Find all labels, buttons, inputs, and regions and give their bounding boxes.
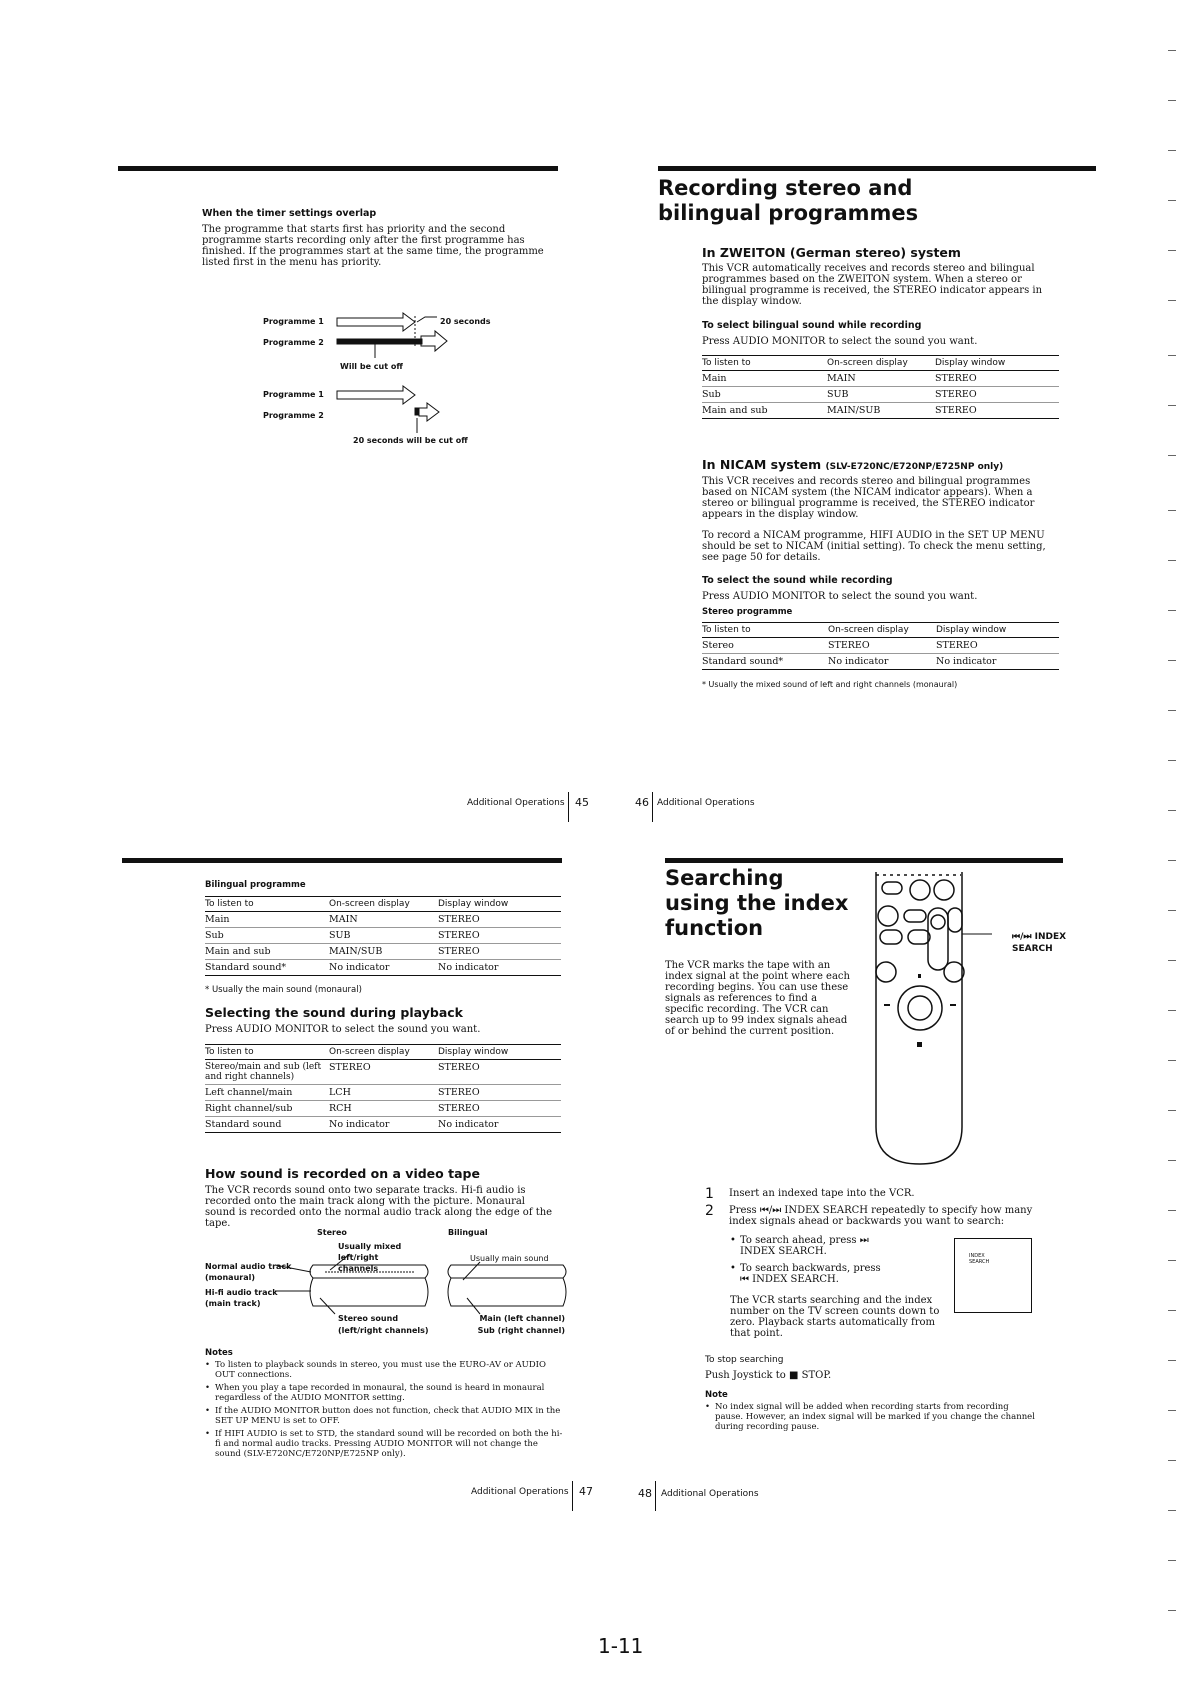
list-item: • To search ahead, press ⏭ INDEX SEARCH. [730,1235,930,1257]
column-header: Display window [438,897,561,912]
how-sound-text: The VCR records sound onto two separate tracks. Hi-fi audio is recorded onto the main track along with the picture. Monaural sound is recorded onto the normal audio track along the edge of the tape. [205,1185,553,1229]
select-bilingual-heading: To select bilingual sound while recording [702,320,922,331]
table-row [205,1117,561,1133]
step-number: 2 [705,1203,714,1219]
playback-heading: Selecting the sound during playback [205,1005,463,1020]
nicam-models: (SLV-E720NC/E720NP/E725NP only) [825,462,1004,472]
footer-divider-47 [572,1481,573,1511]
tape-label-stereo: Stereo [317,1228,347,1237]
list-item: • To search backwards, press ⏮ INDEX SEARCH. [730,1263,930,1285]
step-1 [705,1186,1065,1202]
search-direction-list [730,1235,930,1285]
table-row [702,403,1059,419]
stop-searching-text: Push Joystick to ■ STOP. [705,1370,832,1381]
column-header: On-screen display [828,623,936,638]
edge-mark [1168,200,1176,201]
edge-mark [1168,660,1176,661]
column-header: To listen to [205,897,329,912]
zweiton-heading: In ZWEITON (German stereo) system [702,245,961,260]
bilingual-footnote: * Usually the main sound (monaural) [205,985,362,995]
notes-heading: Notes [205,1348,233,1358]
tape-label-hifi-track: Hi-fi audio track (main track) [205,1288,278,1308]
note-heading: Note [705,1390,728,1400]
edge-mark [1168,1560,1176,1561]
footer-label-45: Additional Operations [467,798,565,808]
edge-mark [1168,1510,1176,1511]
table-cell: STEREO [935,403,1059,419]
table-cell: RCH [329,1101,438,1117]
nicam-text-1: This VCR receives and records stereo and bilingual programmes based on NICAM system (the NICAM indicator appears). When a stereo or bilingual programme is received, the STEREO indicator appears in the display window. [702,476,1035,520]
step-1-text: Insert an indexed tape into the VCR. [729,1188,915,1199]
footer-number-45: 45 [575,796,589,809]
column-header: On-screen display [329,1045,438,1060]
column-header: To listen to [702,356,827,371]
select-sound-text: Press AUDIO MONITOR to select the sound you want. [702,591,978,602]
table-cell: MAIN/SUB [329,944,438,960]
column-header: To listen to [702,623,828,638]
step-2 [705,1205,1045,1227]
edge-mark [1168,610,1176,611]
diagram-label-programme-1b: Programme 1 [263,390,324,399]
table-row [702,387,1059,403]
table-cell: MAIN/SUB [827,403,935,419]
footer-divider-48 [655,1481,656,1511]
edge-mark [1168,250,1176,251]
display-index-search-text: INDEX SEARCH [969,1253,990,1265]
table-cell: STEREO [828,638,936,654]
table-cell: STEREO [936,638,1059,654]
edge-mark [1168,1610,1176,1611]
edge-mark [1168,560,1176,561]
table-cell: Left channel/main [205,1085,329,1101]
column-header: Display window [935,356,1059,371]
table-row [205,1060,561,1085]
playback-sound-table [205,1044,561,1133]
footer-number-47: 47 [579,1485,593,1498]
tape-drawing [205,1228,570,1338]
table-header-row [205,1045,561,1060]
page-title-recording-stereo: Recording stereo and bilingual programmes [658,176,919,225]
table-cell: STEREO [438,1101,561,1117]
edge-mark [1168,1110,1176,1111]
table-row [702,638,1059,654]
table-cell: STEREO [438,1060,561,1085]
index-search-display-box [954,1238,1032,1313]
timeline-arrows [255,308,515,448]
table-row [205,1101,561,1117]
overlap-diagram [255,308,515,448]
footer-label-48: Additional Operations [661,1489,759,1499]
edge-mark [1168,1310,1176,1311]
stop-searching-heading: To stop searching [705,1355,784,1365]
stereo-programme-heading: Stereo programme [702,607,793,617]
section-rule [658,166,1096,171]
step-number: 1 [705,1186,714,1202]
table-cell: No indicator [329,1117,438,1133]
edge-mark [1168,1410,1176,1411]
footer-divider-45 [568,792,569,822]
list-item: • If HIFI AUDIO is set to STD, the standard sound will be recorded on both the hi-fi and normal audio tracks. Pressing AUDIO MONITOR will not change the sound (SLV-E720NC/E720NP/E725NP only). [205,1429,565,1459]
edge-mark [1168,100,1176,101]
select-bilingual-text: Press AUDIO MONITOR to select the sound you want. [702,336,978,347]
edge-mark [1168,510,1176,511]
table-row [702,371,1059,387]
tape-label-usually-main: Usually main sound [470,1254,549,1263]
column-header: Display window [438,1045,561,1060]
table-cell: LCH [329,1085,438,1101]
table-cell: Stereo/main and sub (left and right channels) [205,1060,329,1085]
table-row [205,960,561,976]
edge-mark [1168,50,1176,51]
table-row [205,912,561,928]
edge-mark [1168,355,1176,356]
footer-divider-46 [652,792,653,822]
table-cell: Standard sound* [205,960,329,976]
nicam-footnote: * Usually the mixed sound of left and right channels (monaural) [702,680,958,689]
table-cell: MAIN [329,912,438,928]
diagram-label-programme-2: Programme 2 [263,338,324,347]
edge-mark [1168,300,1176,301]
diagram-label-20-seconds: 20 seconds [440,317,491,326]
footer-number-48: 48 [638,1487,652,1500]
table-cell: Right channel/sub [205,1101,329,1117]
column-header: On-screen display [827,356,935,371]
column-header: To listen to [205,1045,329,1060]
table-cell: No indicator [936,654,1059,670]
playback-text: Press AUDIO MONITOR to select the sound you want. [205,1024,481,1035]
timer-overlap-text: The programme that starts first has priority and the second programme starts recording only after the first programme has finished. If the programmes start at the same time, the programme listed first in the menu has priority. [202,224,544,268]
tape-label-bilingual: Bilingual [448,1228,488,1237]
edge-mark [1168,1060,1176,1061]
nicam-heading-text: In NICAM system [702,457,822,472]
table-cell: Main and sub [702,403,827,419]
table-cell: SUB [329,928,438,944]
table-cell: STEREO [438,912,561,928]
edge-mark [1168,150,1176,151]
list-item: • If the AUDIO MONITOR button does not function, check that AUDIO MIX in the SET UP MENU is set to OFF. [205,1406,565,1426]
table-cell: MAIN [827,371,935,387]
nicam-sound-table [702,622,1059,670]
table-cell: Sub [702,387,827,403]
table-cell: STEREO [438,944,561,960]
table-cell: No indicator [828,654,936,670]
table-cell: STEREO [438,928,561,944]
tape-label-main-sub: Main (left channel) Sub (right channel) [477,1314,565,1335]
index-search-label: ⏮/⏭ INDEX SEARCH [1012,932,1067,954]
table-header-row [702,356,1059,371]
table-cell: STEREO [329,1060,438,1085]
diagram-label-programme-1: Programme 1 [263,317,324,326]
zweiton-text: This VCR automatically receives and records stereo and bilingual programmes based on the ZWEITON system. When a stereo or bilingual programme is received, the STEREO indicator appears in the display window. [702,263,1043,307]
diagram-label-programme-2b: Programme 2 [263,411,324,420]
table-cell: No indicator [438,1117,561,1133]
notes-list [205,1360,565,1459]
edge-mark [1168,1360,1176,1361]
edge-mark [1168,860,1176,861]
section-rule [122,858,562,863]
page-title-searching-index: Searching using the index function [665,866,849,940]
edge-mark [1168,405,1176,406]
table-cell: No indicator [438,960,561,976]
table-row [702,654,1059,670]
table-cell: Standard sound* [702,654,828,670]
table-header-row [702,623,1059,638]
section-rule [118,166,558,171]
table-row [205,928,561,944]
list-item: • No index signal will be added when recording starts from recording pause. However, an index signal will be marked if you change the channel during recording pause. [705,1402,1035,1432]
table-cell: No indicator [329,960,438,976]
table-cell: STEREO [935,371,1059,387]
table-cell: Main [702,371,827,387]
nicam-heading [702,457,1003,472]
timer-overlap-heading: When the timer settings overlap [202,208,377,219]
sheet-page-number: 1-11 [598,1634,644,1658]
edge-mark [1168,710,1176,711]
step-2-text: Press ⏮/⏭ INDEX SEARCH repeatedly to specify how many index signals ahead or backwards you want to search: [729,1205,1033,1227]
edge-mark [1168,760,1176,761]
edge-mark [1168,960,1176,961]
diagram-label-cut-off: Will be cut off [340,362,403,371]
remote-control-illustration [862,872,994,1170]
bilingual-programme-heading: Bilingual programme [205,880,306,890]
tape-label-normal-track: Normal audio track (monaural) [205,1262,292,1282]
footer-label-47: Additional Operations [471,1487,569,1497]
table-row [205,1085,561,1101]
edge-mark [1168,1260,1176,1261]
edge-mark [1168,455,1176,456]
table-cell: Standard sound [205,1117,329,1133]
note-list [705,1402,1035,1432]
zweiton-sound-table [702,355,1059,419]
table-cell: Main [205,912,329,928]
footer-label-46: Additional Operations [657,798,755,808]
column-header: On-screen display [329,897,438,912]
table-row [205,944,561,960]
nicam-text-2: To record a NICAM programme, HIFI AUDIO in the SET UP MENU should be set to NICAM (initial setting). To check the menu setting, see page 50 for details. [702,530,1046,563]
tape-label-stereo-sound: Stereo sound (left/right channels) [338,1314,429,1335]
index-intro-text: The VCR marks the tape with an index signal at the point where each recording begins. You can use these signals as references to find a specific recording. The VCR can search up to 99 index signals ahead of or behind the current position. [665,960,850,1037]
table-cell: Main and sub [205,944,329,960]
table-cell: Stereo [702,638,828,654]
how-sound-heading: How sound is recorded on a video tape [205,1166,480,1181]
column-header: Display window [936,623,1059,638]
edge-mark [1168,1160,1176,1161]
edge-mark [1168,1460,1176,1461]
diagram-label-20-seconds-cut: 20 seconds will be cut off [353,436,468,445]
tape-track-diagram [205,1228,570,1338]
list-item: • To listen to playback sounds in stereo, you must use the EURO-AV or AUDIO OUT connections. [205,1360,565,1380]
table-header-row [205,897,561,912]
edge-mark [1168,810,1176,811]
search-result-text: The VCR starts searching and the index number on the TV screen counts down to zero. Playback starts automatically from that point. [730,1295,940,1339]
index-search-button-callout [1012,931,1072,955]
table-cell: SUB [827,387,935,403]
table-cell: STEREO [935,387,1059,403]
section-rule [665,858,1063,863]
footer-number-46: 46 [635,796,649,809]
select-sound-heading: To select the sound while recording [702,575,893,586]
table-cell: STEREO [438,1085,561,1101]
edge-mark [1168,910,1176,911]
edge-mark [1168,1210,1176,1211]
tape-label-usually-mixed: Usually mixed left/right channels [338,1242,402,1273]
table-cell: Sub [205,928,329,944]
edge-mark [1168,1010,1176,1011]
bilingual-sound-table [205,896,561,976]
list-item: • When you play a tape recorded in monaural, the sound is heard in monaural regardless of the AUDIO MONITOR setting. [205,1383,565,1403]
